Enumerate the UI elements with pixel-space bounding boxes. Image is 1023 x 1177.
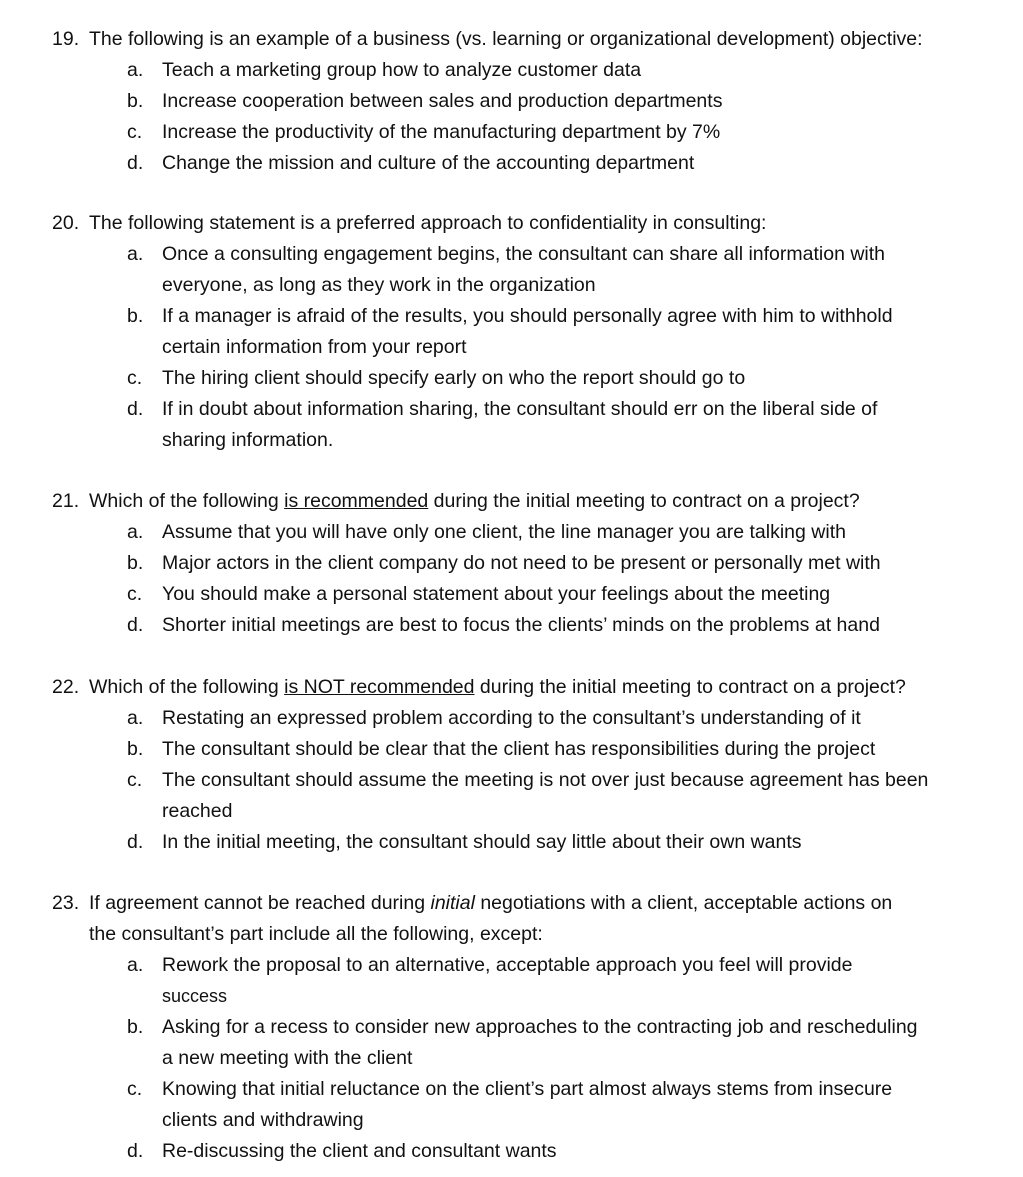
option-letter: d. <box>127 152 144 174</box>
question-23 <box>52 888 982 1167</box>
question-stem <box>52 208 982 239</box>
option-d <box>52 610 982 641</box>
question-stem <box>52 486 982 517</box>
question-text-before: If agreement cannot be reached during <box>89 892 431 914</box>
option-text: Knowing that initial reluctance on the client’s part almost always stems from insecure <box>162 1078 893 1100</box>
option-text-continued: everyone, as long as they work in the organization <box>162 274 596 296</box>
question-text: The following statement is a preferred approach to confidentiality in consulting: <box>89 212 767 234</box>
option-letter: d. <box>127 831 144 853</box>
question-text-after: negotiations with a client, acceptable actions on <box>474 892 893 914</box>
option-letter: c. <box>127 367 143 389</box>
question-text-italic: initial <box>430 892 475 914</box>
question-number: 19. <box>52 28 80 50</box>
option-letter: a. <box>127 243 144 265</box>
option-d <box>52 1136 982 1167</box>
option-c <box>52 1074 982 1136</box>
option-b <box>52 734 982 765</box>
option-b <box>52 1012 982 1074</box>
question-number: 20. <box>52 212 80 234</box>
question-number: 22. <box>52 676 80 698</box>
option-d <box>52 394 982 456</box>
option-letter: c. <box>127 583 143 605</box>
question-stem <box>52 24 982 55</box>
question-text <box>89 486 860 517</box>
option-text: Shorter initial meetings are best to focus the clients’ minds on the problems at hand <box>162 614 880 636</box>
option-b <box>52 301 982 363</box>
option-letter: b. <box>127 305 144 327</box>
question-text-continued: the consultant’s part include all the following, except: <box>89 923 543 945</box>
option-text-continued: certain information from your report <box>162 336 467 358</box>
option-a <box>52 703 982 734</box>
option-c <box>52 363 982 394</box>
question-text-before: Which of the following <box>89 676 285 698</box>
option-text: Once a consulting engagement begins, the consultant can share all information with <box>162 243 886 265</box>
option-letter: b. <box>127 738 144 760</box>
option-text-continued: sharing information. <box>162 429 334 451</box>
option-a <box>52 239 982 301</box>
question-text <box>89 672 906 703</box>
question-text-underlined: is recommended <box>284 490 429 512</box>
option-letter: c. <box>127 121 143 143</box>
option-letter: d. <box>127 614 144 636</box>
question-text-before: Which of the following <box>89 490 285 512</box>
option-text-continued: a new meeting with the client <box>162 1047 413 1069</box>
question-text: The following is an example of a business (vs. learning or organizational development) objective: <box>89 28 923 50</box>
question-19 <box>52 24 982 179</box>
option-text: Increase cooperation between sales and production departments <box>162 90 723 112</box>
option-text: Major actors in the client company do not need to be present or personally met with <box>162 552 881 574</box>
question-number: 21. <box>52 490 80 512</box>
option-a <box>52 950 982 1012</box>
option-b <box>52 86 982 117</box>
option-letter: b. <box>127 552 144 574</box>
option-text: The hiring client should specify early on who the report should go to <box>162 367 746 389</box>
option-text-continued: clients and withdrawing <box>162 1109 364 1131</box>
option-text: Teach a marketing group how to analyze customer data <box>162 59 642 81</box>
option-text: The consultant should assume the meeting is not over just because agreement has been <box>162 769 929 791</box>
option-letter: c. <box>127 1078 143 1100</box>
option-text: Asking for a recess to consider new approaches to the contracting job and rescheduling <box>162 1016 918 1038</box>
question-stem <box>52 672 982 703</box>
option-letter: a. <box>127 521 144 543</box>
question-text-after: during the initial meeting to contract on a project? <box>428 490 860 512</box>
option-text: Change the mission and culture of the accounting department <box>162 152 695 174</box>
option-letter: d. <box>127 398 144 420</box>
option-text: Increase the productivity of the manufacturing department by 7% <box>162 121 721 143</box>
option-text: In the initial meeting, the consultant should say little about their own wants <box>162 831 802 853</box>
option-letter: a. <box>127 59 144 81</box>
question-number: 23. <box>52 892 80 914</box>
option-c <box>52 765 982 827</box>
question-stem <box>52 888 982 919</box>
option-text: If in doubt about information sharing, the consultant should err on the liberal side of <box>162 398 878 420</box>
option-letter: b. <box>127 90 144 112</box>
question-21 <box>52 486 982 641</box>
question-stem-continued <box>52 919 982 950</box>
question-20 <box>52 208 982 456</box>
option-letter: a. <box>127 707 144 729</box>
option-text: You should make a personal statement about your feelings about the meeting <box>162 583 831 605</box>
option-letter: b. <box>127 1016 144 1038</box>
option-text-continued: success <box>162 986 228 1006</box>
question-22 <box>52 672 982 858</box>
option-c <box>52 579 982 610</box>
question-text-underlined: is NOT recommended <box>284 676 475 698</box>
question-text-after: during the initial meeting to contract on a project? <box>474 676 906 698</box>
option-a <box>52 517 982 548</box>
option-text: If a manager is afraid of the results, you should personally agree with him to withhold <box>162 305 893 327</box>
option-text: Rework the proposal to an alternative, acceptable approach you feel will provide <box>162 954 853 976</box>
option-text: Restating an expressed problem according to the consultant’s understanding of it <box>162 707 861 729</box>
question-text <box>89 888 892 919</box>
option-b <box>52 548 982 579</box>
option-text: The consultant should be clear that the client has responsibilities during the project <box>162 738 876 760</box>
option-letter: a. <box>127 954 144 976</box>
option-text: Assume that you will have only one client, the line manager you are talking with <box>162 521 846 543</box>
option-letter: d. <box>127 1140 144 1162</box>
option-a <box>52 55 982 86</box>
option-d <box>52 148 982 179</box>
option-text-continued: reached <box>162 800 233 822</box>
option-letter: c. <box>127 769 143 791</box>
option-c <box>52 117 982 148</box>
option-text: Re-discussing the client and consultant wants <box>162 1140 557 1162</box>
option-d <box>52 827 982 858</box>
